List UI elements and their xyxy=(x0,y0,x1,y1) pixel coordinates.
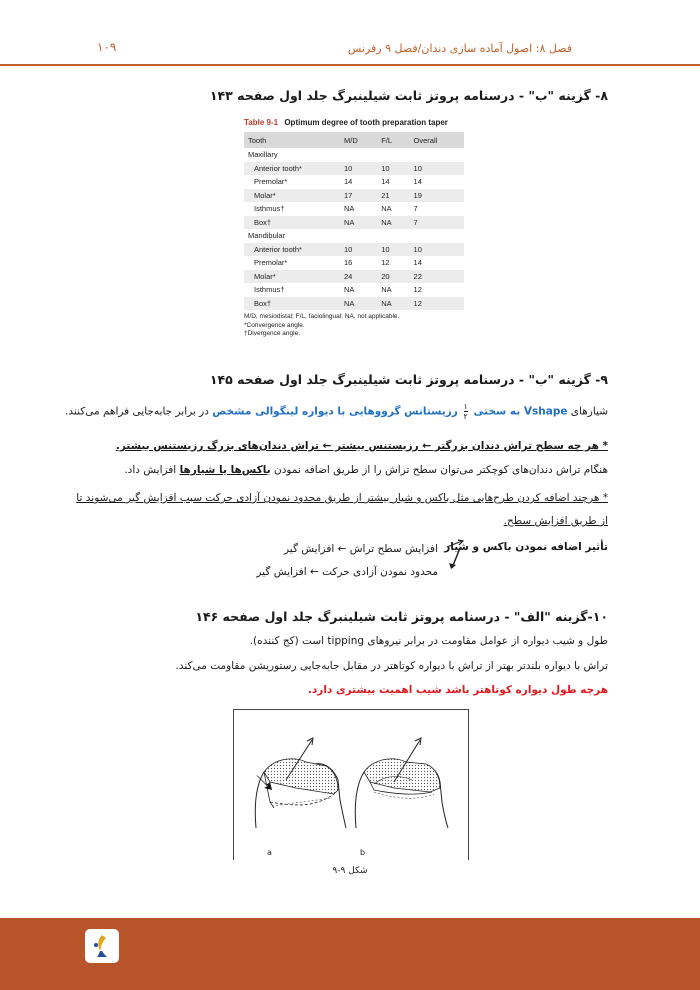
col-header-md: M/D xyxy=(340,132,377,148)
table-note: †Divergence angle. xyxy=(244,330,301,337)
branch-arrows-icon xyxy=(444,538,468,572)
fraction-half xyxy=(464,402,468,421)
table-group-row xyxy=(244,229,464,243)
table-cell: Isthmus† xyxy=(254,204,285,214)
table-cell: Premolar* xyxy=(254,258,288,268)
table-cell: NA xyxy=(344,285,355,295)
table-row xyxy=(244,256,464,270)
q10-paragraph-1: طول و شیب دیواره از عوامل مقاومت در برابر نیروهای tipping است (کج کننده). xyxy=(249,635,608,647)
q9-paragraph-4b: از طریق افزایش سطح. xyxy=(503,515,608,527)
table-cell: Molar* xyxy=(244,270,340,284)
table-caption xyxy=(244,118,464,127)
table-cell: 10 xyxy=(410,162,464,176)
table-cell: 14 xyxy=(381,177,390,187)
table-cell: Molar* xyxy=(244,189,340,203)
table-cell: 14 xyxy=(413,177,422,187)
table-cell: 12 xyxy=(381,258,390,268)
table-row xyxy=(244,243,464,257)
table-cell: 14 xyxy=(344,177,353,187)
q9-p1-end: در برابر جابه‌جایی فراهم می‌کنند. xyxy=(65,405,213,418)
table-cell: 19 xyxy=(410,189,464,203)
diagram-main-label: تأثیر اضافه نمودن باکس و شیار xyxy=(444,541,608,553)
table-cell: NA xyxy=(377,216,409,230)
table-cell: NA xyxy=(340,216,377,230)
figure-frame xyxy=(233,709,469,860)
q9-paragraph-1 xyxy=(65,402,608,421)
table-group-row xyxy=(244,148,464,162)
q9-p1-vshape: Vshape به سختی xyxy=(469,405,568,418)
col-header-fl: F/L xyxy=(377,132,409,148)
publisher-logo xyxy=(85,929,119,963)
table-cell: 21 xyxy=(377,189,409,203)
q9-p1-text: شیارهای xyxy=(567,405,608,418)
table-cell: Box† xyxy=(244,216,340,230)
tooth-preparation-illustration xyxy=(234,710,468,860)
q9-paragraph-3 xyxy=(124,461,608,479)
table-label: Table 9-1 xyxy=(244,118,279,127)
table-cell: 10 xyxy=(377,162,409,176)
q9-p3-end: افزایش داد. xyxy=(124,464,180,476)
taper-table xyxy=(244,132,464,310)
table-cell: 14 xyxy=(413,258,422,268)
table-row xyxy=(244,297,464,311)
table-cell: Isthmus† xyxy=(254,285,285,295)
table-cell: 22 xyxy=(410,270,464,284)
taper-table-figure xyxy=(244,118,464,339)
diagram-branch-1: افزایش سطح تراش ← افزایش گیر xyxy=(284,543,438,555)
fraction-top: ۱ xyxy=(463,402,468,411)
table-cell: 20 xyxy=(377,270,409,284)
group-maxillary: Maxillary xyxy=(248,150,278,160)
page-number: ۱۰۹ xyxy=(97,40,117,54)
table-cell: 7 xyxy=(413,204,418,214)
table-row xyxy=(244,202,464,216)
tooth-a-drawing xyxy=(255,738,346,828)
table-row xyxy=(244,283,464,297)
logo-icon xyxy=(85,929,119,963)
q9-title: ۹- گزینه "ب" - درسنامه پروتز ثابت شیلینبرگ جلد اول صفحه ۱۴۵ xyxy=(209,372,608,387)
table-notes xyxy=(244,313,464,339)
q9-p3-text: هنگام تراش دندان‌های کوچکتر می‌توان سطح تراش را از طریق اضافه نمودن xyxy=(270,464,608,476)
figure-label-b: b xyxy=(360,848,366,857)
table-cell: 10 xyxy=(377,243,409,257)
table-header-row xyxy=(244,132,464,148)
col-header-overall: Overall xyxy=(410,132,464,148)
tooth-b-drawing xyxy=(355,738,448,828)
diagram-branch-2: محدود نمودن آزادی حرکت ← افزایش گیر xyxy=(256,566,438,578)
table-cell: Anterior tooth* xyxy=(244,162,340,176)
table-cell: 12 xyxy=(410,297,464,311)
figure-label-a: a xyxy=(267,848,272,857)
table-cell: 24 xyxy=(340,270,377,284)
group-mandibular: Mandibular xyxy=(248,231,286,241)
q9-paragraph-2: * هر چه سطح تراش دندان بزرگتر ← رزیستنس بیشتر ← تراش دندان‌های بزرگ رزیستنس بیشتر. xyxy=(115,440,608,452)
table-cell: Anterior tooth* xyxy=(244,243,340,257)
table-cell: NA xyxy=(377,297,409,311)
q9-paragraph-4: * هرچند اضافه کردن طرح‌هایی مثل باکس و شیار بیشتر از طریق محدود نمودن آزادی حرکت سبب افزایش گیر می‌شوند تا xyxy=(76,492,608,504)
table-row xyxy=(244,216,464,230)
table-cell: 7 xyxy=(410,216,464,230)
table-cell: 16 xyxy=(344,258,353,268)
q10-paragraph-2: تراش با دیواره بلندتر بهتر از تراش با دیواره کوتاهتر در مقابل جابه‌جایی رستوریشن مقاومت می‌کند. xyxy=(175,660,608,672)
table-cell: NA xyxy=(381,285,392,295)
header-divider xyxy=(0,64,700,66)
table-cell: 17 xyxy=(340,189,377,203)
q10-title: ۱۰-گزینه "الف" - درسنامه پروتز ثابت شیلینبرگ جلد اول صفحه ۱۴۶ xyxy=(195,609,608,624)
header-title: فصل ۸: اصول آماده سازی دندان/فصل ۹ رفرنس xyxy=(347,42,572,55)
table-row xyxy=(244,175,464,189)
q8-title: ۸- گزینه "ب" - درسنامه پروتز ثابت شیلینبرگ جلد اول صفحه ۱۴۳ xyxy=(209,88,608,103)
table-row xyxy=(244,189,464,203)
table-note: M/D, mesiodistal; F/L, faciolingual; NA, not applicable. xyxy=(244,313,400,320)
q9-p3-boxes: باکس‌ها یا شیارها xyxy=(179,464,271,476)
figure-caption: شکل ۹-۹ xyxy=(332,866,368,876)
q10-paragraph-3: هرچه طول دیواره کوتاهتر باشد شیب اهمیت بیشتری دارد. xyxy=(307,684,608,696)
table-row xyxy=(244,270,464,284)
q9-p1-resistance: رزیستانس گرووهایی با دیواره لینگوالی مشخص xyxy=(212,405,462,418)
table-title: Optimum degree of tooth preparation taper xyxy=(284,118,448,127)
table-cell: 12 xyxy=(413,285,422,295)
table-note: *Convergence angle. xyxy=(244,321,305,329)
table-cell: NA xyxy=(344,204,355,214)
table-cell: 10 xyxy=(340,243,377,257)
table-cell: NA xyxy=(381,204,392,214)
table-row xyxy=(244,162,464,176)
table-cell: 10 xyxy=(340,162,377,176)
table-cell: Box† xyxy=(244,297,340,311)
table-cell: NA xyxy=(340,297,377,311)
table-cell: 10 xyxy=(410,243,464,257)
table-cell: Premolar* xyxy=(254,177,288,187)
col-header-tooth: Tooth xyxy=(244,132,340,148)
fraction-bottom: ۲ xyxy=(463,412,468,421)
